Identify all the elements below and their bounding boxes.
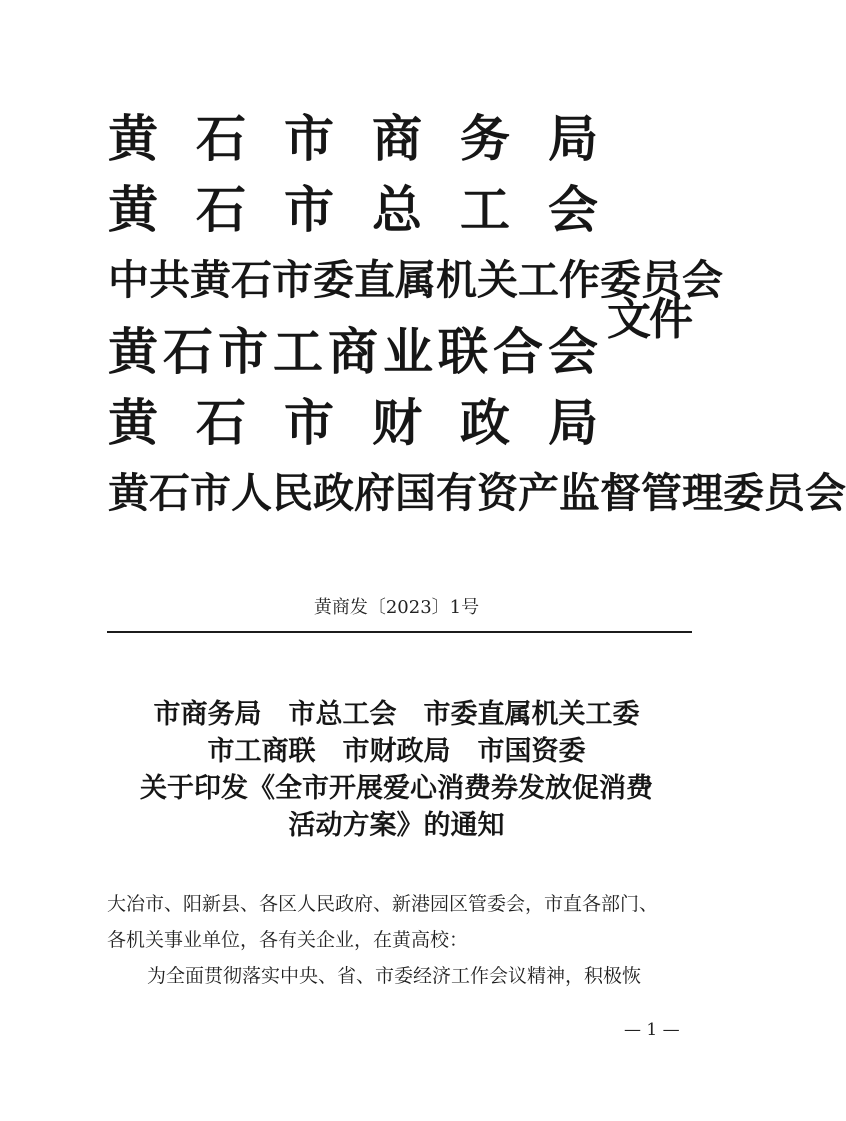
notice-title	[100, 696, 693, 844]
issuer-character: 属	[395, 256, 436, 304]
issuer-character: 会	[548, 322, 598, 381]
issuer-character: 国	[395, 469, 436, 517]
issuer-character: 机	[436, 256, 477, 304]
page-number: — 1 —	[624, 1020, 680, 1040]
title-line: 关于印发《全市开展爱心消费券发放促消费	[140, 773, 653, 804]
issuer-character: 共	[149, 256, 190, 304]
issuer-character: 联	[438, 322, 488, 381]
issuer-character: 商	[372, 109, 422, 168]
issuer-character: 黄	[108, 180, 158, 239]
issuer-character: 员	[764, 469, 805, 517]
issuer-character: 市	[284, 180, 334, 239]
issuer-character: 市	[284, 393, 334, 452]
issuer-character: 关	[477, 256, 518, 304]
issuer-character: 员	[641, 256, 682, 304]
issuer-character: 财	[372, 393, 422, 452]
issuer-character: 石	[231, 256, 272, 304]
issuer-character: 总	[372, 180, 422, 239]
issuer-character: 委	[723, 469, 764, 517]
issuer-character: 市	[272, 256, 313, 304]
issuer-row	[108, 387, 598, 458]
issuer-character: 产	[518, 469, 559, 517]
issuer-character: 府	[354, 469, 395, 517]
issuer-character: 会	[805, 469, 846, 517]
issuer-row	[108, 103, 598, 174]
title-line: 市工商联 市财政局 市国资委	[207, 736, 586, 767]
issuer-character: 会	[682, 256, 723, 304]
issuer-character: 有	[436, 469, 477, 517]
document-number: 黄商发〔2023〕1号	[313, 597, 480, 618]
issuer-character: 中	[108, 256, 149, 304]
issuer-character: 工	[273, 322, 323, 381]
addressee-line: 各机关事业单位，各有关企业，在黄高校：	[107, 929, 469, 951]
issuer-character: 工	[460, 180, 510, 239]
issuer-character: 黄	[108, 322, 158, 381]
issuer-character: 石	[196, 393, 246, 452]
issuer-character: 黄	[108, 393, 158, 452]
issuer-row	[108, 458, 846, 529]
issuer-character: 合	[493, 322, 543, 381]
issuer-character: 理	[682, 469, 723, 517]
issuer-character: 政	[313, 469, 354, 517]
issuer-character: 资	[477, 469, 518, 517]
issuer-character: 管	[641, 469, 682, 517]
issuer-character: 黄	[108, 109, 158, 168]
issuer-character: 督	[600, 469, 641, 517]
issuer-character: 黄	[108, 469, 149, 517]
issuer-row	[108, 245, 723, 316]
issuer-character: 会	[548, 180, 598, 239]
issuer-character: 人	[231, 469, 272, 517]
issuer-character: 政	[460, 393, 510, 452]
issuer-character: 市	[284, 109, 334, 168]
issuer-character: 作	[559, 256, 600, 304]
header-divider	[107, 631, 692, 633]
issuer-character: 直	[354, 256, 395, 304]
issuer-character: 监	[559, 469, 600, 517]
issuer-character: 委	[600, 256, 641, 304]
issuer-character: 石	[163, 322, 213, 381]
opening-paragraph: 为全面贯彻落实中央、省、市委经济工作会议精神，积极恢	[147, 965, 642, 987]
title-line: 活动方案》的通知	[288, 810, 505, 841]
issuer-character: 市	[190, 469, 231, 517]
issuer-character: 委	[313, 256, 354, 304]
issuer-row	[108, 316, 598, 387]
issuer-character: 石	[196, 180, 246, 239]
issuer-row	[108, 174, 598, 245]
issuer-character: 局	[548, 109, 598, 168]
issuer-character: 市	[218, 322, 268, 381]
issuer-character: 黄	[190, 256, 231, 304]
addressee-line: 大冶市、阳新县、各区人民政府、新港园区管委会，市直各部门、	[107, 893, 659, 915]
issuer-character: 民	[272, 469, 313, 517]
issuer-character: 务	[460, 109, 510, 168]
issuer-character: 工	[518, 256, 559, 304]
issuer-character: 石	[196, 109, 246, 168]
issuer-character: 局	[548, 393, 598, 452]
issuer-character: 业	[383, 322, 433, 381]
document-label: 文件	[607, 294, 691, 345]
title-line: 市商务局 市总工会 市委直属机关工委	[153, 699, 640, 730]
issuer-character: 商	[328, 322, 378, 381]
notice-body	[107, 886, 693, 994]
issuer-character: 石	[149, 469, 190, 517]
